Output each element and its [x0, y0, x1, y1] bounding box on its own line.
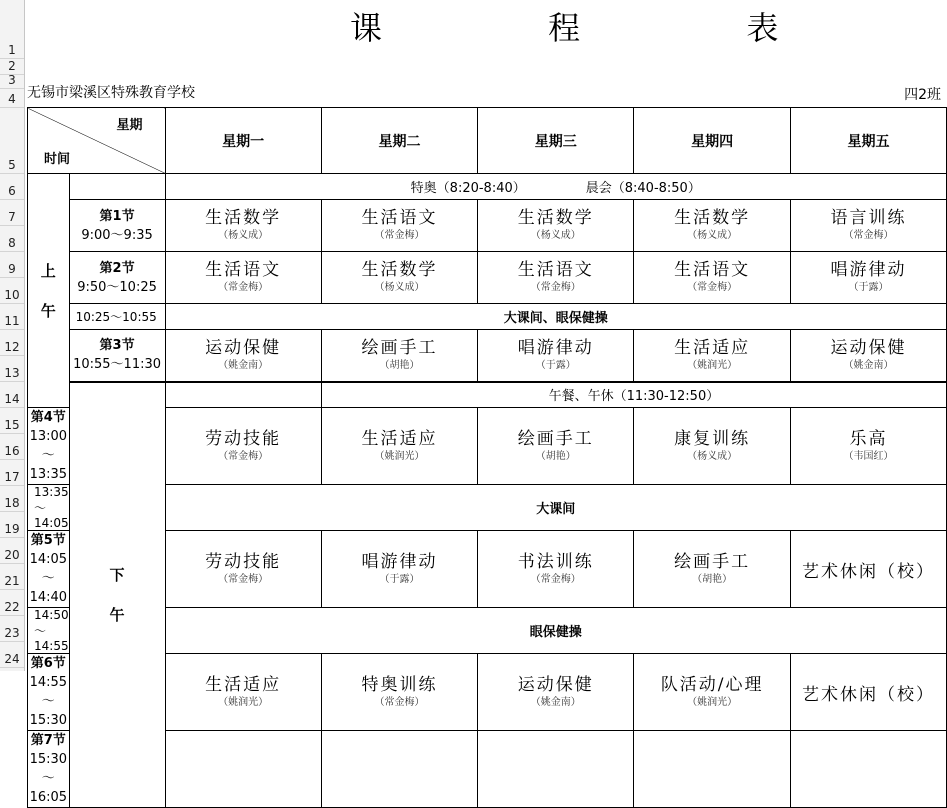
subject-name: 艺术休闲（校）: [801, 684, 935, 705]
row-number[interactable]: 19: [4, 522, 20, 536]
header-corner-cell: [28, 108, 166, 174]
session-label-afternoon: [69, 382, 165, 808]
row-gridline: [0, 88, 24, 89]
class-cell[interactable]: [165, 531, 321, 608]
row-gridline: [0, 589, 24, 590]
period-name: 第1节: [99, 208, 135, 224]
big-break-eye-band: 大课间、眼保健操: [503, 311, 608, 326]
period-label: [28, 531, 70, 608]
morning-meeting-band: 晨会（8:40-8:50）: [585, 181, 701, 196]
subject-name: 书法训练: [517, 551, 594, 572]
row-gridline: [0, 459, 24, 460]
break-time: 10:25～10:55: [69, 304, 165, 330]
row-gridline: [0, 381, 24, 382]
period-name: 第2节: [99, 260, 135, 276]
class-cell[interactable]: [478, 654, 634, 731]
day-header: 星期四: [634, 108, 790, 174]
class-name: 四2班: [904, 87, 941, 103]
row-number[interactable]: 10: [4, 288, 20, 302]
row-number[interactable]: 1: [8, 43, 16, 57]
subject-name: 生活语文: [205, 260, 282, 280]
class-cell[interactable]: [321, 531, 477, 608]
subject-name: 生活数学: [205, 208, 282, 228]
class-cell[interactable]: [634, 252, 790, 304]
teacher-name: （常金梅）: [687, 282, 738, 293]
eye-exercise-band: 眼保健操: [529, 625, 582, 640]
row-gridline: [0, 329, 24, 330]
row-gridline: [0, 107, 24, 108]
period-name: 第7节: [30, 733, 66, 748]
row-number[interactable]: 11: [4, 314, 20, 328]
class-cell[interactable]: [165, 252, 321, 304]
row-number[interactable]: 17: [4, 470, 20, 484]
subject-name: 绘画手工: [517, 428, 594, 449]
class-cell[interactable]: [478, 531, 634, 608]
teacher-name: （杨义成）: [374, 282, 425, 293]
schedule-table: [27, 107, 947, 808]
row-number[interactable]: 12: [4, 340, 20, 354]
class-cell[interactable]: [321, 731, 477, 808]
class-cell[interactable]: [478, 252, 634, 304]
teacher-name: （韦国红）: [843, 450, 894, 462]
row-number[interactable]: 13: [4, 366, 20, 380]
class-cell[interactable]: [790, 200, 946, 252]
class-cell[interactable]: [165, 654, 321, 731]
subject-name: 生活数学: [517, 208, 594, 228]
row-number[interactable]: 4: [8, 92, 16, 106]
class-cell[interactable]: [478, 408, 634, 485]
class-cell[interactable]: [321, 200, 477, 252]
teacher-name: （姚金南）: [530, 696, 581, 708]
row-number[interactable]: 6: [8, 184, 16, 198]
teacher-name: （常金梅）: [374, 696, 425, 708]
period-label: [28, 408, 70, 485]
period-time: 13:00～13:35: [29, 429, 68, 482]
period-name: 第6节: [30, 656, 66, 671]
teacher-name: （常金梅）: [530, 573, 581, 585]
class-cell[interactable]: [634, 654, 790, 731]
period-label: [28, 654, 70, 731]
row-number[interactable]: 23: [4, 626, 20, 640]
period-label: [69, 330, 165, 382]
row-gridline: [0, 563, 24, 564]
day-header: 星期一: [165, 108, 321, 174]
teacher-name: （常金梅）: [218, 282, 269, 293]
class-cell[interactable]: [165, 731, 321, 808]
subject-name: 劳动技能: [205, 428, 282, 449]
subject-name: 唱游律动: [830, 260, 907, 280]
subject-name: 生活语文: [674, 260, 751, 280]
class-cell[interactable]: [634, 200, 790, 252]
teacher-name: （杨义成）: [530, 230, 581, 241]
class-cell[interactable]: [634, 408, 790, 485]
class-cell[interactable]: [478, 731, 634, 808]
activity-band: [165, 174, 946, 200]
period-time: 10:55～11:30: [73, 357, 162, 373]
period-name: 第3节: [99, 338, 135, 354]
period-label: [69, 252, 165, 304]
row-number[interactable]: 22: [4, 600, 20, 614]
subject-name: 绘画手工: [674, 551, 751, 572]
class-cell[interactable]: [790, 654, 946, 731]
teacher-name: （常金梅）: [530, 282, 581, 293]
subject-name: 队活动/心理: [660, 674, 764, 695]
class-cell[interactable]: [478, 330, 634, 382]
row-gridline: [0, 641, 24, 642]
row-number[interactable]: 20: [4, 548, 20, 562]
class-cell[interactable]: [790, 408, 946, 485]
teacher-name: （姚润光）: [687, 359, 738, 371]
subject-name: 生活适应: [205, 674, 282, 695]
activity-band: [165, 485, 946, 531]
subject-name: 特奥训练: [361, 674, 438, 695]
class-cell[interactable]: [790, 531, 946, 608]
row-gridline: [0, 667, 24, 668]
row-gridline: [0, 615, 24, 616]
row-number[interactable]: 15: [4, 418, 20, 432]
teacher-name: （常金梅）: [218, 450, 269, 462]
teacher-name: （杨义成）: [687, 450, 738, 462]
row-number[interactable]: 18: [4, 496, 20, 510]
teacher-name: （姚润光）: [687, 696, 738, 708]
row-number[interactable]: 5: [8, 158, 16, 172]
session-text: 下 午: [109, 565, 125, 624]
class-cell[interactable]: [165, 408, 321, 485]
class-cell[interactable]: [790, 330, 946, 382]
row-gridline: [0, 355, 24, 356]
empty-time-cell: [69, 174, 165, 200]
row-number[interactable]: 3: [8, 73, 16, 87]
class-cell[interactable]: [634, 731, 790, 808]
teacher-name: （胡艳）: [379, 359, 420, 371]
period-label: [28, 731, 70, 808]
row-gridline: [0, 199, 24, 200]
teacher-name: （姚润光）: [218, 696, 269, 708]
break-time: 13:35～14:05: [28, 485, 70, 531]
class-cell[interactable]: [321, 654, 477, 731]
row-gridline: [0, 485, 24, 486]
period-time: 9:00～9:35: [81, 227, 153, 243]
teacher-name: （杨义成）: [218, 230, 269, 241]
corner-time-label: 时间: [44, 152, 71, 167]
subject-name: 运动保健: [830, 337, 907, 358]
row-gridline: [0, 251, 24, 252]
activity-band: [165, 608, 946, 654]
row-number[interactable]: 16: [4, 444, 20, 458]
period-time: 14:05～14:40: [29, 552, 68, 605]
row-header-column: [0, 0, 25, 671]
teacher-name: （常金梅）: [374, 230, 425, 241]
row-number[interactable]: 24: [4, 652, 20, 666]
subject-name: 生活适应: [361, 428, 438, 449]
row-number[interactable]: 7: [8, 210, 16, 224]
session-label-morning: [28, 174, 70, 408]
row-gridline: [0, 303, 24, 304]
subject-name: 生活语文: [517, 260, 594, 280]
class-cell[interactable]: [165, 330, 321, 382]
row-gridline: [0, 537, 24, 538]
row-number[interactable]: 21: [4, 574, 20, 588]
row-gridline: [0, 407, 24, 408]
big-break-band: 大课间: [536, 502, 576, 517]
teacher-name: （胡艳）: [535, 450, 576, 462]
school-name: 无锡市梁溪区特殊教育学校: [27, 85, 195, 101]
period-name: 第5节: [30, 533, 66, 548]
period-name: 第4节: [30, 410, 66, 425]
teacher-name: （姚润光）: [374, 450, 425, 462]
teacher-name: （胡艳）: [692, 573, 733, 585]
activity-band: [165, 304, 946, 330]
subject-name: 生活适应: [674, 337, 751, 358]
subject-name: 运动保健: [205, 337, 282, 358]
lunch-band: 午餐、午休（11:30-12:50）: [548, 389, 720, 405]
class-cell[interactable]: [321, 330, 477, 382]
row-number[interactable]: 2: [8, 59, 16, 73]
class-cell[interactable]: [790, 252, 946, 304]
period-time: 9:50～10:25: [77, 279, 157, 295]
class-cell[interactable]: [634, 531, 790, 608]
row-gridline: [0, 511, 24, 512]
subject-name: 艺术休闲（校）: [801, 561, 935, 582]
class-cell[interactable]: [321, 252, 477, 304]
teacher-name: （于露）: [379, 573, 420, 585]
teacher-name: （杨义成）: [687, 230, 738, 241]
subject-name: 绘画手工: [361, 337, 438, 358]
row-gridline: [0, 277, 24, 278]
row-gridline: [0, 433, 24, 434]
row-number[interactable]: 8: [8, 236, 16, 250]
period-time: 15:30～16:05: [29, 752, 68, 805]
class-cell[interactable]: [790, 731, 946, 808]
subject-name: 生活数学: [674, 208, 751, 228]
row-number[interactable]: 14: [4, 392, 20, 406]
teacher-name: （姚金南）: [843, 359, 894, 371]
class-cell[interactable]: [634, 330, 790, 382]
subject-name: 生活语文: [361, 208, 438, 228]
row-gridline: [0, 225, 24, 226]
empty-time-cell: [165, 382, 321, 408]
class-cell[interactable]: [165, 200, 321, 252]
subject-name: 唱游律动: [517, 337, 594, 358]
period-label: [69, 200, 165, 252]
day-header: 星期二: [321, 108, 477, 174]
special-olympics-band: 特奥（8:20-8:40）: [410, 181, 526, 196]
teacher-name: （于露）: [848, 282, 889, 293]
teacher-name: （姚金南）: [218, 359, 269, 371]
teacher-name: （常金梅）: [843, 230, 894, 241]
day-header: 星期三: [478, 108, 634, 174]
teacher-name: （于露）: [535, 359, 576, 371]
row-number[interactable]: 9: [8, 262, 16, 276]
class-cell[interactable]: [321, 408, 477, 485]
subject-name: 运动保健: [517, 674, 594, 695]
class-cell[interactable]: [478, 200, 634, 252]
subject-name: 康复训练: [674, 428, 751, 449]
day-header: 星期五: [790, 108, 946, 174]
break-time: 14:50～14:55: [28, 608, 70, 654]
subject-name: 语言训练: [830, 208, 907, 228]
subject-name: 乐高: [849, 428, 888, 449]
activity-band: [321, 382, 946, 408]
subject-name: 劳动技能: [205, 551, 282, 572]
session-text: 上 午: [40, 261, 56, 320]
period-time: 14:55～15:30: [29, 675, 68, 728]
subject-name: 唱游律动: [361, 551, 438, 572]
row-gridline: [0, 173, 24, 174]
corner-weekday-label: 星期: [116, 118, 143, 133]
subject-name: 生活数学: [361, 260, 438, 280]
page-title: 课 程 表: [350, 9, 857, 47]
teacher-name: （常金梅）: [218, 573, 269, 585]
